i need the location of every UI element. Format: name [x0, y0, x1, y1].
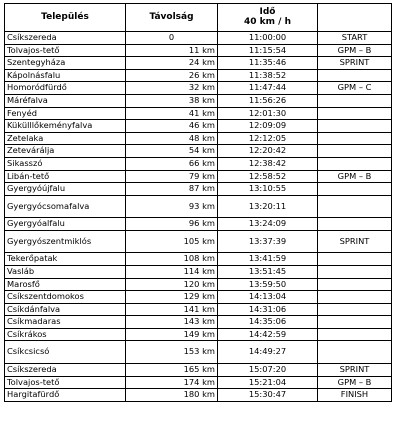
note-cell: GPM – B	[318, 170, 392, 183]
table-row	[5, 291, 392, 304]
note-cell: GPM – B	[318, 44, 392, 57]
place-cell: Kükülllőkeményfalva	[5, 120, 126, 133]
time-cell: 14:49:27	[218, 341, 318, 364]
note-cell	[318, 341, 392, 364]
header-time	[218, 4, 318, 32]
time-cell: 15:30:47	[218, 389, 318, 402]
note-cell: SPRINT	[318, 363, 392, 376]
distance-cell: 24 km	[126, 57, 218, 70]
time-cell: 15:21:04	[218, 376, 318, 389]
place-cell: Kápolnásfalu	[5, 69, 126, 82]
distance-cell: 48 km	[126, 132, 218, 145]
time-cell: 12:12:05	[218, 132, 318, 145]
table-row	[5, 363, 392, 376]
table-row	[5, 32, 392, 45]
place-cell: Tekerőpatak	[5, 253, 126, 266]
distance-cell: 141 km	[126, 303, 218, 316]
note-cell	[318, 145, 392, 158]
table-row	[5, 341, 392, 364]
time-cell: 14:35:06	[218, 316, 318, 329]
table-row	[5, 376, 392, 389]
note-cell	[318, 218, 392, 231]
table-row	[5, 230, 392, 253]
place-cell: Csíkmadaras	[5, 316, 126, 329]
note-cell	[318, 94, 392, 107]
place-cell: Zetelaka	[5, 132, 126, 145]
place-cell: Csíkrákos	[5, 328, 126, 341]
time-cell: 11:35:46	[218, 57, 318, 70]
table-row	[5, 107, 392, 120]
table-row	[5, 316, 392, 329]
header-note	[318, 4, 392, 32]
note-cell	[318, 69, 392, 82]
distance-cell: 93 km	[126, 195, 218, 218]
table-row	[5, 328, 392, 341]
race-schedule-table	[4, 3, 392, 402]
time-cell: 11:15:54	[218, 44, 318, 57]
place-cell: Gyergyóalfalu	[5, 218, 126, 231]
distance-cell: 79 km	[126, 170, 218, 183]
place-cell: Hargitafürdő	[5, 389, 126, 402]
time-cell: 13:51:45	[218, 265, 318, 278]
time-cell: 12:20:42	[218, 145, 318, 158]
note-cell: FINISH	[318, 389, 392, 402]
note-cell: SPRINT	[318, 230, 392, 253]
distance-cell: 38 km	[126, 94, 218, 107]
distance-cell: 46 km	[126, 120, 218, 133]
place-cell: Zetevárálja	[5, 145, 126, 158]
time-cell: 12:38:42	[218, 157, 318, 170]
distance-cell: 165 km	[126, 363, 218, 376]
note-cell	[318, 253, 392, 266]
distance-cell: 105 km	[126, 230, 218, 253]
table-row	[5, 170, 392, 183]
place-cell: Csíkdánfalva	[5, 303, 126, 316]
time-cell: 11:47:44	[218, 82, 318, 95]
time-cell: 11:56:26	[218, 94, 318, 107]
table-row	[5, 132, 392, 145]
time-cell: 12:09:09	[218, 120, 318, 133]
distance-cell: 41 km	[126, 107, 218, 120]
table-row	[5, 265, 392, 278]
distance-cell: 96 km	[126, 218, 218, 231]
distance-cell: 149 km	[126, 328, 218, 341]
time-cell: 11:38:52	[218, 69, 318, 82]
time-cell: 12:01:30	[218, 107, 318, 120]
place-cell: Gyergyócsomafalva	[5, 195, 126, 218]
distance-cell: 143 km	[126, 316, 218, 329]
table-row	[5, 389, 392, 402]
table-row	[5, 145, 392, 158]
table-row	[5, 94, 392, 107]
table-row	[5, 57, 392, 70]
distance-cell: 0	[126, 32, 218, 45]
time-cell: 13:10:55	[218, 183, 318, 196]
header-distance: Távolság	[126, 4, 218, 32]
time-cell: 15:07:20	[218, 363, 318, 376]
note-cell	[318, 291, 392, 304]
distance-cell: 54 km	[126, 145, 218, 158]
note-cell	[318, 157, 392, 170]
table-row	[5, 157, 392, 170]
distance-cell: 108 km	[126, 253, 218, 266]
place-cell: Szentegyháza	[5, 57, 126, 70]
place-cell: Vasláb	[5, 265, 126, 278]
table-row	[5, 253, 392, 266]
distance-cell: 87 km	[126, 183, 218, 196]
place-cell: Tolvajos-tető	[5, 44, 126, 57]
table-row	[5, 82, 392, 95]
place-cell: Fenyéd	[5, 107, 126, 120]
place-cell: Csíkcsicsó	[5, 341, 126, 364]
place-cell: Csíkszentdomokos	[5, 291, 126, 304]
header-place: Település	[5, 4, 126, 32]
place-cell: Marosfő	[5, 278, 126, 291]
time-cell: 13:20:11	[218, 195, 318, 218]
note-cell	[318, 120, 392, 133]
time-cell: 13:24:09	[218, 218, 318, 231]
distance-cell: 120 km	[126, 278, 218, 291]
place-cell: Gyergyószentmiklós	[5, 230, 126, 253]
distance-cell: 26 km	[126, 69, 218, 82]
note-cell	[318, 132, 392, 145]
note-cell: GPM – C	[318, 82, 392, 95]
header-time-line1: Idő	[259, 7, 276, 17]
place-cell: Libán-tető	[5, 170, 126, 183]
note-cell: GPM – B	[318, 376, 392, 389]
time-cell: 13:59:50	[218, 278, 318, 291]
place-cell: Sikasszó	[5, 157, 126, 170]
place-cell: Tolvajos-tető	[5, 376, 126, 389]
note-cell	[318, 265, 392, 278]
table-row	[5, 195, 392, 218]
place-cell: Homoródfürdő	[5, 82, 126, 95]
time-cell: 14:31:06	[218, 303, 318, 316]
distance-cell: 174 km	[126, 376, 218, 389]
time-cell: 14:13:04	[218, 291, 318, 304]
distance-cell: 180 km	[126, 389, 218, 402]
table-row	[5, 69, 392, 82]
note-cell: SPRINT	[318, 57, 392, 70]
distance-cell: 66 km	[126, 157, 218, 170]
table-row	[5, 183, 392, 196]
place-cell: Csíkszereda	[5, 32, 126, 45]
time-cell: 14:42:59	[218, 328, 318, 341]
time-cell: 11:00:00	[218, 32, 318, 45]
table-row	[5, 44, 392, 57]
table-row	[5, 303, 392, 316]
note-cell	[318, 195, 392, 218]
distance-cell: 11 km	[126, 44, 218, 57]
header-row	[5, 4, 392, 32]
note-cell	[318, 183, 392, 196]
place-cell: Csíkszereda	[5, 363, 126, 376]
distance-cell: 32 km	[126, 82, 218, 95]
time-cell: 13:37:39	[218, 230, 318, 253]
distance-cell: 129 km	[126, 291, 218, 304]
table-row	[5, 278, 392, 291]
note-cell	[318, 316, 392, 329]
note-cell	[318, 303, 392, 316]
place-cell: Gyergyóújfalu	[5, 183, 126, 196]
time-cell: 13:41:59	[218, 253, 318, 266]
note-cell: START	[318, 32, 392, 45]
distance-cell: 153 km	[126, 341, 218, 364]
table-row	[5, 218, 392, 231]
note-cell	[318, 328, 392, 341]
header-time-line2: 40 km / h	[244, 16, 291, 27]
table-row	[5, 120, 392, 133]
note-cell	[318, 107, 392, 120]
place-cell: Máréfalva	[5, 94, 126, 107]
note-cell	[318, 278, 392, 291]
time-cell: 12:58:52	[218, 170, 318, 183]
distance-cell: 114 km	[126, 265, 218, 278]
